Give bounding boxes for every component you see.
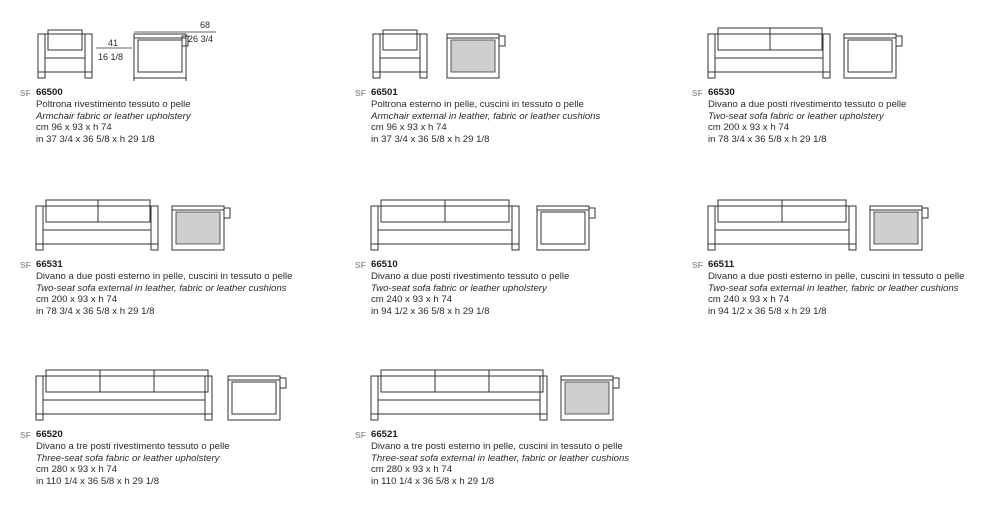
description-english: Armchair fabric or leather upholstery [36,110,191,122]
dimensions-cm: cm 240 x 93 x h 74 [708,294,790,306]
dimension-height-cm: 41 [108,38,119,48]
dimensions-cm: cm 200 x 93 x h 74 [36,294,118,306]
dimension-height-in: 16 1/8 [98,52,124,62]
series-prefix: SF [20,88,31,98]
armchair-front-drawing [355,20,675,90]
description-english: Two-seat sofa external in leather, fabric or leather cushions [36,282,287,294]
sofa-two-seat-drawing [355,192,675,262]
description-italian: Divano a tre posti rivestimento tessuto o pelle [36,441,230,452]
dimension-width-frac: 26 3/4 [188,34,214,44]
description-english: Three-seat sofa external in leather, fabric or leather cushions [371,452,630,464]
description-italian: Poltrona esterno in pelle, cuscini in tessuto o pelle [371,99,584,110]
catalog-item-66511 [692,192,1000,352]
catalog-item-66510 [355,192,675,352]
dimensions-cm: cm 280 x 93 x h 74 [371,464,453,476]
catalog-item-66501 [355,20,675,180]
leather-panel [565,382,609,414]
product-description [371,441,629,487]
product-code: 66510 [371,259,398,270]
dimensions-cm: cm 200 x 93 x h 74 [708,122,790,134]
product-description [371,99,600,145]
product-description [708,271,965,317]
product-code: 66520 [36,429,63,440]
product-description [371,271,569,317]
description-english: Armchair external in leather, fabric or leather cushions [371,110,601,122]
series-prefix: SF [355,430,366,440]
sofa-three-seat-drawing [20,362,340,432]
series-prefix: SF [692,260,703,270]
leather-panel [451,40,495,72]
dimensions-in: in 110 1/4 x 36 5/8 x h 29 1/8 [36,475,160,487]
product-code: 66501 [371,87,398,98]
product-description [36,271,293,317]
description-italian: Divano a due posti esterno in pelle, cuscini in tessuto o pelle [36,271,293,282]
description-italian: Divano a tre posti esterno in pelle, cuscini in tessuto o pelle [371,441,623,452]
series-prefix: SF [355,88,366,98]
catalog-item-66521 [355,362,675,522]
description-italian: Poltrona rivestimento tessuto o pelle [36,99,191,110]
series-prefix: SF [20,430,31,440]
sofa-two-seat-drawing [692,20,1000,90]
product-code: 66521 [371,429,398,440]
catalog-item-66530 [692,20,1000,180]
series-prefix: SF [692,88,703,98]
sofa-two-seat-drawing [20,192,340,262]
sofa-two-seat-drawing [692,192,1000,262]
dimensions-in: in 78 3/4 x 36 5/8 x h 29 1/8 [708,133,827,145]
leather-panel [874,212,918,244]
catalog-item-66531 [20,192,340,352]
description-english: Three-seat sofa fabric or leather upholstery [36,452,220,464]
description-english: Two-seat sofa fabric or leather upholstery [708,110,884,122]
product-code: 66531 [36,259,63,270]
description-english: Two-seat sofa external in leather, fabric or leather cushions [708,282,959,294]
dimensions-cm: cm 240 x 93 x h 74 [371,294,453,306]
armchair-front-drawing [20,20,340,90]
leather-panel [176,212,220,244]
catalog-item-66500 [20,20,340,180]
dimensions-in: in 78 3/4 x 36 5/8 x h 29 1/8 [36,305,155,317]
series-prefix: SF [20,260,31,270]
dimensions-cm: cm 96 x 93 x h 74 [36,122,112,134]
description-italian: Divano a due posti rivestimento tessuto o pelle [708,99,907,110]
description-english: Two-seat sofa fabric or leather upholstery [371,282,547,294]
dimensions-cm: cm 280 x 93 x h 74 [36,464,118,476]
product-code: 66530 [708,87,735,98]
sofa-three-seat-drawing [355,362,675,432]
dimensions-in: in 37 3/4 x 36 5/8 x h 29 1/8 [36,133,155,145]
product-code: 66500 [36,87,63,98]
product-description [708,99,906,145]
description-italian: Divano a due posti esterno in pelle, cuscini in tessuto o pelle [708,271,965,282]
product-code: 66511 [708,259,735,270]
catalog-item-66520 [20,362,340,522]
dimensions-cm: cm 96 x 93 x h 74 [371,122,447,134]
dimensions-in: in 94 1/2 x 36 5/8 x h 29 1/8 [371,305,490,317]
dimensions-in: in 110 1/4 x 36 5/8 x h 29 1/8 [371,475,495,487]
dimension-width-in: 68 [200,20,211,30]
dimensions-in: in 37 3/4 x 36 5/8 x h 29 1/8 [371,133,490,145]
dimensions-in: in 94 1/2 x 36 5/8 x h 29 1/8 [708,305,827,317]
description-italian: Divano a due posti rivestimento tessuto o pelle [371,271,570,282]
series-prefix: SF [355,260,366,270]
product-description [36,99,191,145]
product-description [36,441,230,487]
